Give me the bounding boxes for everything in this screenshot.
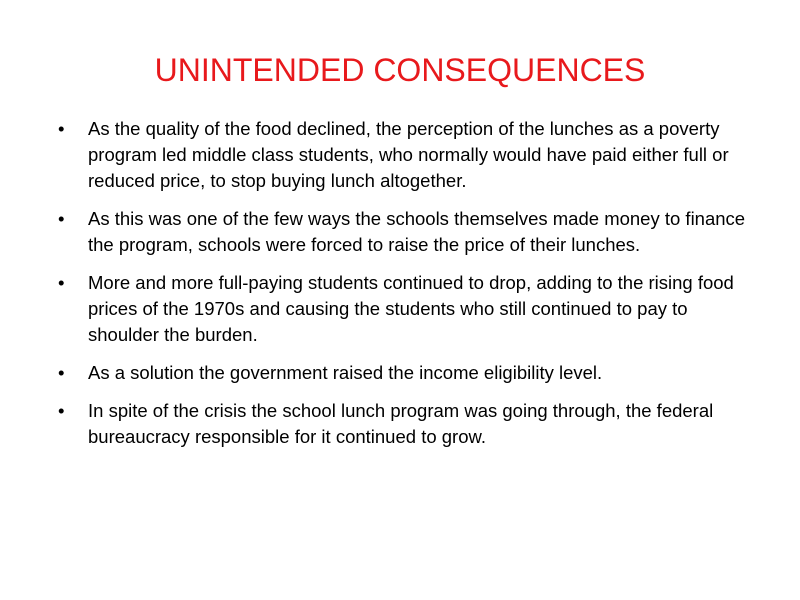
bullet-text: As this was one of the few ways the schools themselves made money to finance the program, schools were forced to raise the price of their lunches.: [88, 208, 746, 255]
bullet-item: [58, 360, 758, 386]
bullet-icon: •: [58, 362, 65, 383]
bullet-list: [58, 116, 758, 462]
bullet-text: In spite of the crisis the school lunch program was going through, the federal bureaucracy responsible for it continued to grow.: [88, 400, 714, 447]
bullet-item: [58, 206, 758, 258]
bullet-text: More and more full-paying students continued to drop, adding to the rising food prices of the 1970s and causing the students who still continued to pay to shoulder the burden.: [88, 272, 734, 345]
bullet-item: [58, 116, 758, 194]
bullet-icon: •: [58, 118, 65, 139]
bullet-icon: •: [58, 272, 65, 293]
bullet-icon: •: [58, 400, 65, 421]
bullet-item: [58, 270, 758, 348]
bullet-text: As a solution the government raised the income eligibility level.: [88, 362, 603, 383]
slide-title: UNINTENDED CONSEQUENCES: [154, 52, 646, 88]
bullet-text: As the quality of the food declined, the perception of the lunches as a poverty program led middle class students, who normally would have paid either full or reduced price, to stop buying lunch altogether.: [88, 118, 729, 191]
bullet-icon: •: [58, 208, 65, 229]
bullet-item: [58, 398, 758, 450]
